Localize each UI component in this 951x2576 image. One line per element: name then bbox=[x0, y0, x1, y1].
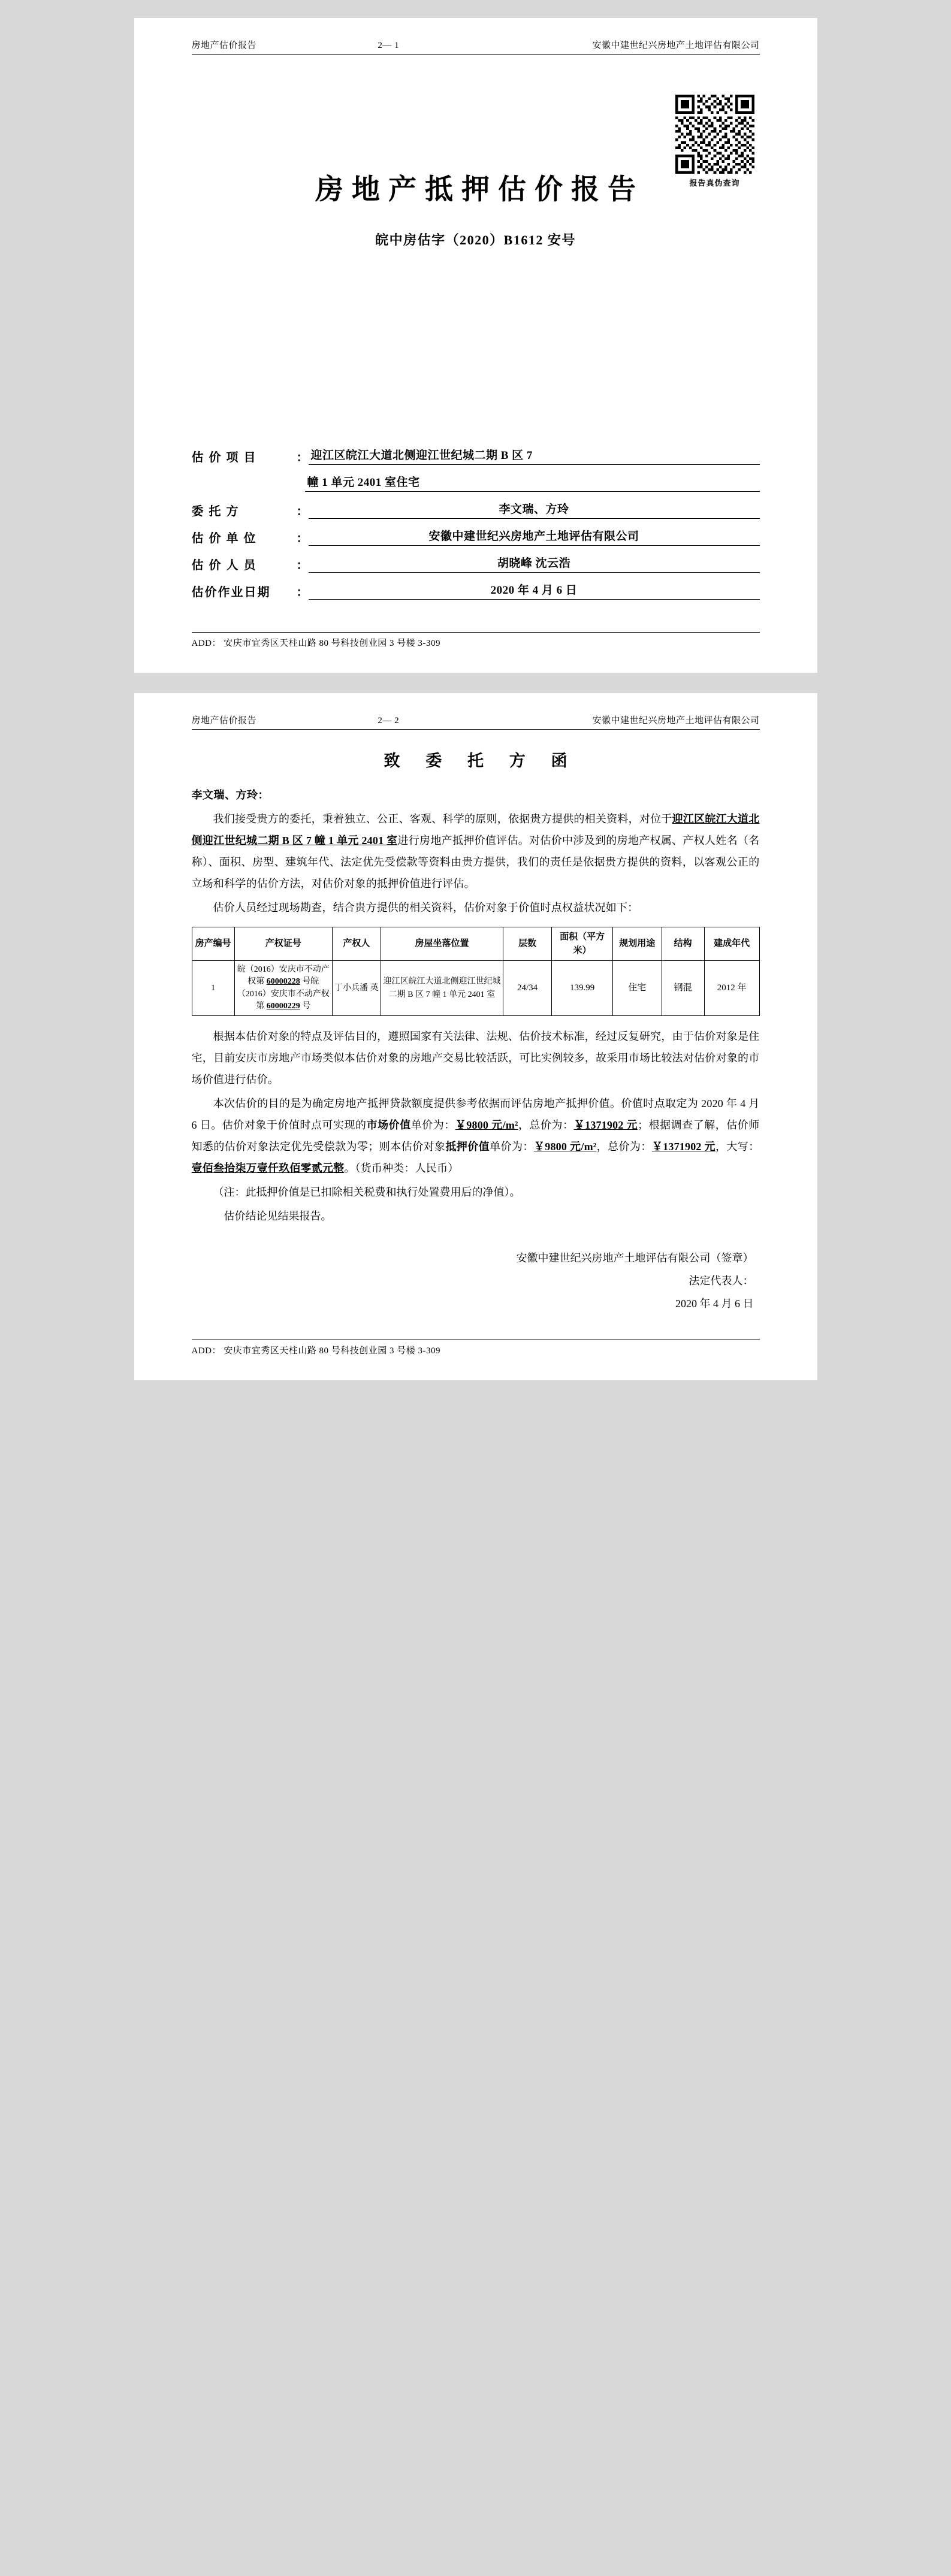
cert-no-2: 60000229 bbox=[266, 1001, 300, 1011]
td-owner: 丁小兵潘 英 bbox=[332, 961, 381, 1016]
td-usage: 住宅 bbox=[613, 961, 662, 1016]
field-appraisers bbox=[192, 554, 760, 573]
td-location: 迎江区皖江大道北侧迎江世纪城二期 B 区 7 幢 1 单元 2401 室 bbox=[381, 961, 503, 1016]
par4-mortgage-total-price: ￥1371902 元 bbox=[651, 1141, 715, 1153]
par4-mortgage-value-label: 抵押价值 bbox=[445, 1141, 490, 1153]
field-appraisal-date-value[interactable]: 2020 年 4 月 6 日 bbox=[309, 581, 760, 600]
th-year: 建成年代 bbox=[704, 927, 759, 961]
th-owner: 产权人 bbox=[332, 927, 381, 961]
qr-code-icon bbox=[675, 95, 754, 174]
par4-market-total-price: ￥1371902 元 bbox=[573, 1119, 638, 1132]
field-project bbox=[192, 446, 760, 465]
property-table bbox=[192, 927, 760, 1016]
field-appraisal-date-colon: ： bbox=[296, 586, 309, 599]
letter-paragraph-4 bbox=[192, 1093, 760, 1179]
signature-company: 安徽中建世纪兴房地产土地评估有限公司（签章） bbox=[516, 1252, 754, 1265]
th-property-no: 房产编号 bbox=[192, 927, 234, 961]
field-appraisal-company-colon: ： bbox=[296, 532, 309, 545]
field-project-value[interactable]: 迎江区皖江大道北侧迎江世纪城二期 B 区 7 bbox=[309, 446, 760, 465]
field-appraisal-company-label: 估 价 单 位 bbox=[191, 532, 257, 545]
par4-mortgage-unit-price: ￥9800 元/m² bbox=[533, 1141, 597, 1153]
par4-market-value-label: 市场价值 bbox=[366, 1119, 411, 1132]
field-appraisal-date bbox=[192, 581, 760, 600]
table-header-row bbox=[192, 927, 759, 961]
running-header-page-number: 2— 1 bbox=[378, 41, 400, 50]
td-structure: 钢混 bbox=[662, 961, 704, 1016]
td-area: 139.99 bbox=[552, 961, 613, 1016]
table-row bbox=[192, 961, 759, 1016]
par4-run-15: 。（货币种类：人民币） bbox=[344, 1162, 459, 1175]
signature-date: 2020 年 4 月 6 日 bbox=[675, 1297, 754, 1310]
td-year: 2012 年 bbox=[704, 961, 759, 1016]
field-client-label: 委 托 方 bbox=[191, 505, 240, 518]
td-cert-no: 皖（2016）安庆市不动产权第 60000228 号皖（2016）安庆市不动产权第 60000229 号 bbox=[234, 961, 332, 1016]
letter-note: （注：此抵押价值是已扣除相关税费和执行处置费用后的净值）。 bbox=[213, 1186, 521, 1199]
page-1 bbox=[134, 18, 817, 673]
th-location: 房屋坐落位置 bbox=[381, 927, 503, 961]
par4-amount-in-words: 壹佰叁拾柒万壹仟玖佰零贰元整 bbox=[191, 1162, 345, 1175]
letter-salutation: 李文瑞、方玲： bbox=[191, 789, 269, 801]
running-header-company: 安徽中建世纪兴房地产土地评估有限公司 bbox=[592, 41, 760, 50]
qr-caption: 报告真伪查询 bbox=[689, 179, 740, 188]
par4-market-unit-price: ￥9800 元/m² bbox=[455, 1119, 518, 1132]
field-client-colon: ： bbox=[296, 505, 309, 518]
running-header-company: 安徽中建世纪兴房地产土地评估有限公司 bbox=[592, 716, 760, 725]
field-appraisal-company bbox=[192, 527, 760, 546]
field-project-label: 估 价 项 目 bbox=[191, 451, 257, 464]
par4-run-11: ，总价为： bbox=[596, 1141, 652, 1153]
th-floors: 层数 bbox=[503, 927, 551, 961]
page-2 bbox=[134, 693, 817, 1380]
running-header-left: 房地产估价报告 bbox=[191, 716, 257, 725]
field-project-colon: ： bbox=[296, 451, 309, 464]
field-project-value-line2[interactable]: 幢 1 单元 2401 室住宅 bbox=[305, 473, 760, 492]
signature-legal-rep: 法定代表人： bbox=[689, 1274, 754, 1287]
par4-run-3: 单价为： bbox=[410, 1119, 455, 1132]
par4-run-1: 本次估价的目的是为确定房地产抵押贷款额度提供参考依据而评估房地产抵押价值。价值时点取定为 2020 年 4 月 6 日。估价对象于价值时点可实现的 bbox=[191, 1097, 760, 1132]
letter-paragraph-3: 根据本估价对象的特点及评估目的，遵照国家有关法律、法规、估价技术标准，经过反复研究，由于估价对象是住宅，目前安庆市房地产市场类似本估价对象的房地产交易比较活跃，可比实例较多，故采用市场比较法对估价对象的市场价值进行估价。 bbox=[191, 1030, 760, 1086]
par4-run-5: ，总价为： bbox=[518, 1119, 574, 1132]
cover-info-fields bbox=[192, 446, 760, 600]
field-appraisers-label: 估 价 人 员 bbox=[191, 559, 257, 572]
footer-address-page1: ADD： 安庆市宜秀区天柱山路 80 号科技创业园 3 号楼 3-309 bbox=[192, 632, 760, 649]
letter-conclusion: 估价结论见结果报告。 bbox=[224, 1210, 332, 1223]
td-property-no: 1 bbox=[192, 961, 234, 1016]
letter-title: 致 委 托 方 函 bbox=[384, 752, 578, 770]
field-client bbox=[192, 500, 760, 519]
field-client-value[interactable]: 李文瑞、方玲 bbox=[309, 500, 760, 519]
th-usage: 规划用途 bbox=[613, 927, 662, 961]
par1-subject-property: 迎江区皖江大道北侧迎江世纪城二期 B 区 7 幢 1 单元 2401 室 bbox=[191, 813, 760, 846]
letter-paragraph-2: 估价人员经过现场勘查，结合贵方提供的相关资料，估价对象于价值时点权益状况如下： bbox=[213, 902, 639, 914]
footer-address-page2: ADD： 安庆市宜秀区天柱山路 80 号科技创业园 3 号楼 3-309 bbox=[192, 1340, 760, 1356]
field-appraisal-company-value[interactable]: 安徽中建世纪兴房地产土地评估有限公司 bbox=[309, 527, 760, 546]
field-appraisers-colon: ： bbox=[296, 559, 309, 572]
running-header-page-number: 2— 2 bbox=[378, 716, 400, 725]
page-title: 房地产抵押估价报告 bbox=[315, 174, 644, 205]
report-number: 皖中房估字（2020）B1612 安号 bbox=[375, 232, 576, 247]
running-header-page1 bbox=[192, 38, 760, 55]
running-header-left: 房地产估价报告 bbox=[191, 41, 257, 50]
par1-run-1: 我们接受贵方的委托，秉着独立、公正、客观、科学的原则，依据贵方提供的相关资料，对位于 bbox=[213, 813, 672, 825]
par4-run-13: ，大写： bbox=[715, 1141, 760, 1153]
par1-run-3: 进行房地产抵押价值评估。对估价中涉及到的房地产权属、产权人姓名（名称）、面积、房型、建筑年代、法定优先受偿款等资料由贵方提供，我们的责任是依据贵方提供的资料，以客观公正的立场和科学的估价方法，对估价对象的抵押价值进行评估。 bbox=[191, 835, 760, 890]
th-structure: 结构 bbox=[662, 927, 704, 961]
field-project-line2 bbox=[192, 473, 760, 492]
th-cert-no: 产权证号 bbox=[234, 927, 332, 961]
par4-run-7: ；根据调查了解，估价师知悉的估价对象法定优先受偿款为零；则本估价对象 bbox=[191, 1119, 760, 1153]
td-floors: 24/34 bbox=[503, 961, 551, 1016]
field-appraisers-value[interactable]: 胡晓峰 沈云浩 bbox=[309, 554, 760, 573]
qr-verification-block bbox=[670, 95, 760, 188]
field-appraisal-date-label: 估价作业日期 bbox=[191, 586, 271, 599]
letter-paragraph-1 bbox=[192, 808, 760, 894]
par4-run-9: 单价为： bbox=[490, 1141, 534, 1153]
signature-block bbox=[192, 1247, 760, 1315]
cert-no-1: 60000228 bbox=[266, 977, 300, 987]
running-header-page2 bbox=[192, 713, 760, 730]
spacer bbox=[192, 473, 305, 492]
th-area: 面积（平方米） bbox=[552, 927, 613, 961]
